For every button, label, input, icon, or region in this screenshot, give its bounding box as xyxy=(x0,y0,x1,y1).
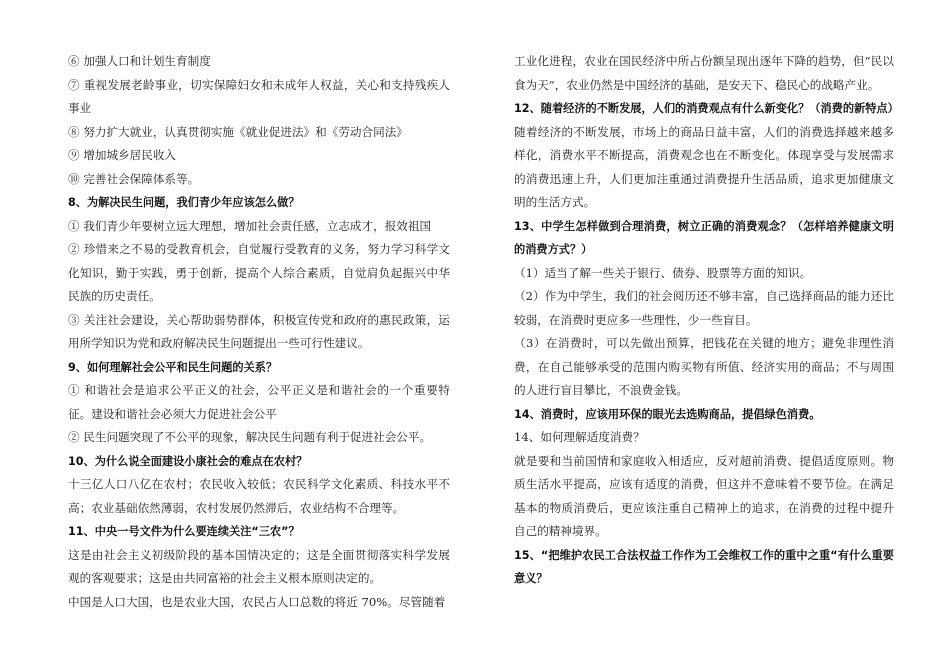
question-heading: 11、中央一号文件为什么要连续关注“三农”？ xyxy=(68,525,300,538)
list-item: ⑦ 重视发展老龄事业，切实保障妇女和未成年人权益，关心和支持残疾人事业 xyxy=(68,77,450,115)
list-item: ⑥ 加强人口和计划生育制度 xyxy=(68,54,211,68)
question-heading: 15、“把维护农民工合法权益工作作为工会维权工作的重中之重“有什么重要意义？ xyxy=(514,548,894,585)
answer-paragraph: ② 珍惜来之不易的受教育机会，自觉履行受教育的义务，努力学习科学文化知识，勤于实践，勇于创新，提高个人综合素质，自觉肩负起振兴中华民族的历史责任。 xyxy=(68,242,450,303)
question-heading: 9、如何理解社会公平和民生问题的关系？ xyxy=(68,360,278,374)
answer-paragraph: ② 民生问题突现了不公平的现象，解决民生问题有利于促进社会公平。 xyxy=(68,430,432,444)
list-item: ⑨ 增加城乡居民收入 xyxy=(68,148,177,162)
list-item: ⑧ 努力扩大就业，认真贯彻实施《就业促进法》和《劳动合同法》 xyxy=(68,124,408,139)
answer-paragraph: 随着经济的不断发展，市场上的商品日益丰富，人们的消费选择越来越多样化，消费水平不断提高，消费观念也在不断变化。体现享受与发展需求的消费迅速上升，人们更加注重通过消费提升生活品质，追求更加健康文明的生活方式。 xyxy=(514,124,894,209)
answer-paragraph: 中国是人口大国，也是农业大国，农民占人口总数的将近 70%。尽管随着 xyxy=(68,594,446,609)
question-heading: 13、中学生怎样做到合理消费，树立正确的消费观念？（怎样培养健康文明的消费方式？） xyxy=(514,219,894,256)
list-item: ⑩ 完善社会保障体系等。 xyxy=(68,171,200,186)
answer-paragraph: （2）作为中学生，我们的社会阅历还不够丰富，自己选择商品的能力还比较弱，在消费时更应多一些理性，少一些盲目。 xyxy=(514,289,894,327)
answer-paragraph: ① 和谐社会是追求公平正义的社会，公平正义是和谐社会的一个重要特征。建设和谐社会必须大力促进社会公平 xyxy=(68,383,450,421)
answer-paragraph: ③ 关注社会建设，关心帮助弱势群体，积极宣传党和政府的惠民政策，运用所学知识为党和政府解决民生问题提出一些可行性建议。 xyxy=(68,312,450,350)
question-heading: 8、为解决民生问题，我们青少年应该怎么做？ xyxy=(68,196,300,209)
answer-paragraph: 工业化进程，农业在国民经济中所占份额呈现出逐年下降的趋势，但“民以食为天”，农业仍然是中国经济的基础，是安天下、稳民心的战略产业。 xyxy=(514,54,894,92)
answer-paragraph: （1）适当了解一些关于银行、债券、股票等方面的知识。 xyxy=(514,265,812,280)
question-heading: 10、为什么说全面建设小康社会的难点在农村？ xyxy=(68,454,308,468)
answer-paragraph: 这是由社会主义初级阶段的基本国情决定的；这是全面贯彻落实科学发展观的客观要求；这是由共同富裕的社会主义根本原则决定的。 xyxy=(68,547,450,585)
answer-paragraph: （3）在消费时，可以先做出预算，把钱花在关键的地方；避免非理性消费，在自己能够承受的范围内购买物有所值、经济实用的商品；不与周围的人进行盲目攀比，不浪费金钱。 xyxy=(514,336,894,397)
answer-paragraph: 十三亿人口八亿在农村；农民收入较低；农民科学文化素质、科技水平不高；农业基础依然薄弱，农村发展仍然滞后，农业结构不合理等。 xyxy=(68,477,450,515)
answer-paragraph: 就是要和当前国情和家庭收入相适应，反对超前消费、提倡适度原则。物质生活水平提高，应该有适度的消费，但这并不意味着不要节俭。在满足基本的物质消费后，更应该注重自己精神上的追求，在消费的过程中提升自己的精神境界。 xyxy=(514,453,894,538)
right-column xyxy=(514,50,899,591)
question-heading: 14、消费时，应该用环保的眼光去选购商品，提倡绿色消费。 xyxy=(514,407,821,421)
answer-paragraph: ① 我们青少年要树立远大理想，增加社会责任感，立志成才，报效祖国 xyxy=(68,218,432,233)
answer-paragraph: 14、如何理解适度消费？ xyxy=(514,430,645,444)
question-heading: 12、随着经济的不断发展，人们的消费观点有什么新变化？（消费的新特点） xyxy=(514,102,899,115)
left-column xyxy=(68,50,450,614)
